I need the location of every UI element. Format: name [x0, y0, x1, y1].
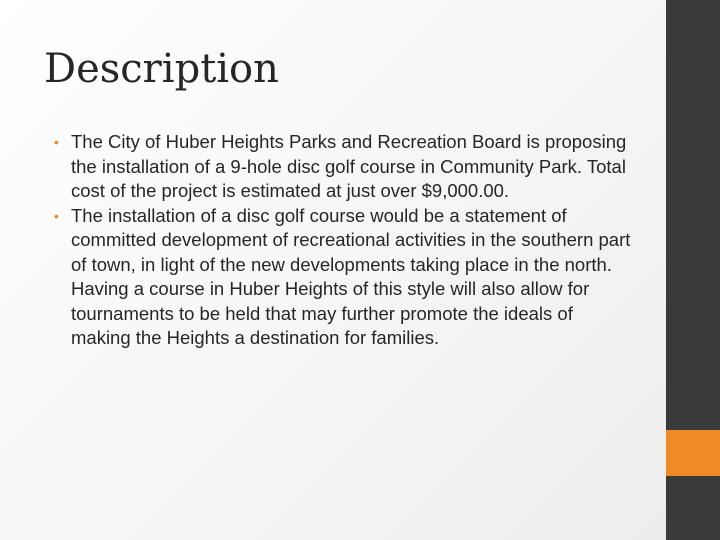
- decorative-accent-block: [666, 430, 720, 476]
- bullet-text: The City of Huber Heights Parks and Recreation Board is proposing the installation of a 9-hole disc golf course in Community Park. Total cost of the project is estimated at just over $9,000.00.: [71, 131, 627, 201]
- bullet-item: [52, 130, 632, 204]
- slide-title: Description: [44, 46, 279, 92]
- bullet-list: [52, 130, 632, 351]
- bullet-text: The installation of a disc golf course would be a statement of committed development of recreational activities in the southern part of town, in light of the new developments taking place in the north. Having a course in Huber Heights of this style will also allow for tournaments to be held that may further promote the ideals of making the Heights a destination for families.: [71, 204, 631, 348]
- bullet-marker-icon: •: [54, 134, 59, 150]
- bullet-marker-icon: •: [54, 207, 59, 224]
- bullet-item: [52, 204, 632, 351]
